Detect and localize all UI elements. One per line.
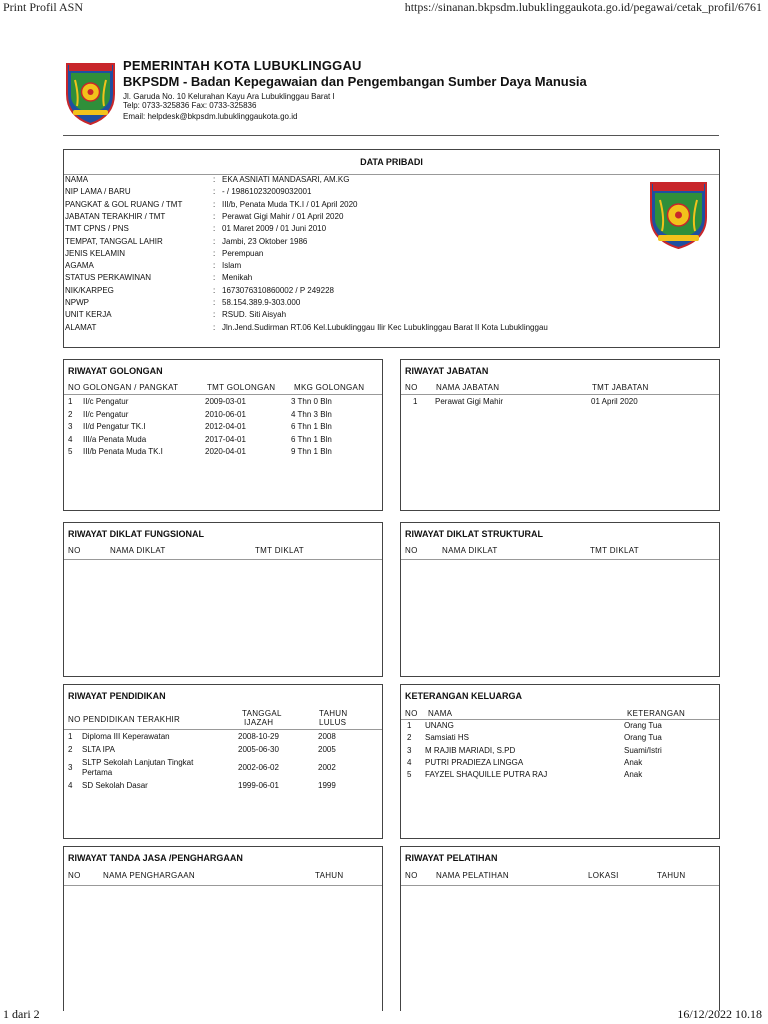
table-cell: 2005 [318, 745, 336, 754]
table-cell: 2 [407, 733, 412, 743]
field-value: 01 Maret 2009 / 01 Juni 2010 [222, 224, 327, 234]
table-cell: 6 Thn 1 Bln [291, 434, 332, 444]
col-header-ijazah: IJAZAH [244, 718, 274, 727]
table-cell: II/c Pengatur [83, 397, 129, 406]
city-emblem-photo [646, 175, 711, 250]
table-cell: 3 [68, 422, 73, 431]
riwayat-pelatihan-section [400, 846, 720, 1011]
print-datetime: 16/12/2022 10.18 [677, 1007, 762, 1021]
table-cell: 2008 [318, 732, 336, 741]
print-page-title: Print Profil ASN [3, 0, 84, 14]
table-cell: Pertama [82, 768, 113, 777]
col-header-tahun: TAHUN [319, 709, 348, 718]
city-emblem-logo [63, 56, 118, 126]
table-cell: 01 April 2020 [591, 397, 638, 406]
keterangan-keluarga-title: KETERANGAN KELUARGA [405, 691, 522, 701]
field-label: ALAMAT [65, 322, 97, 332]
colon-separator: : [213, 175, 216, 184]
table-cell: 3 Thn 0 Bln [291, 397, 332, 406]
table-cell: M RAJIB MARIADI, S.PD [425, 745, 516, 755]
table-cell: 2017-04-01 [205, 434, 246, 444]
table-cell: 2 [68, 409, 73, 419]
col-header-lulus: LULUS [319, 718, 347, 727]
table-cell: 3 [407, 745, 412, 755]
col-header-no: NO [68, 383, 81, 392]
field-label: NIK/KARPEG [65, 285, 114, 295]
table-cell: 4 Thn 3 Bln [291, 409, 332, 419]
field-value: Perawat Gigi Mahir / 01 April 2020 [222, 211, 344, 221]
riwayat-diklat-struktural-section [400, 522, 720, 677]
colon-separator: : [213, 199, 216, 209]
riwayat-pendidikan-title: RIWAYAT PENDIDIKAN [68, 691, 166, 701]
colon-separator: : [213, 298, 216, 307]
table-cell: III/b Penata Muda TK.I [83, 447, 163, 456]
header-divider [63, 135, 719, 136]
table-cell: Diploma III Keperawatan [82, 732, 170, 741]
agency-address: Jl. Garuda No. 10 Kelurahan Kayu Ara Lubuklinggau Barat I [123, 92, 335, 101]
field-value: III/b, Penata Muda TK.I / 01 April 2020 [222, 199, 358, 209]
col-header-no: NO [405, 709, 418, 718]
col-header-nama-diklat: NAMA DIKLAT [110, 546, 166, 555]
col-header-no: NO [68, 546, 81, 555]
table-cell: 1999-06-01 [238, 781, 279, 790]
riwayat-pelatihan-title: RIWAYAT PELATIHAN [405, 853, 498, 863]
field-value: 1673076310860002 / P 249228 [222, 285, 334, 295]
colon-separator: : [213, 322, 216, 332]
divider [64, 885, 382, 886]
riwayat-golongan-title: RIWAYAT GOLONGAN [68, 366, 163, 376]
table-cell: 4 [407, 757, 412, 767]
colon-separator: : [213, 224, 216, 234]
divider [401, 885, 719, 886]
col-header-nama: NAMA [428, 709, 453, 718]
table-cell: 4 [68, 781, 73, 790]
table-cell: 2008-10-29 [238, 732, 279, 741]
col-header-nama-penghargaan: NAMA PENGHARGAAN [103, 871, 195, 880]
colon-separator: : [213, 310, 216, 320]
col-header-nama-pelatihan: NAMA PELATIHAN [436, 871, 509, 880]
table-cell: Anak [624, 770, 643, 780]
divider [401, 719, 719, 720]
col-header-tmt-jabatan: TMT JABATAN [592, 383, 649, 392]
table-cell: 3 [68, 763, 73, 772]
table-cell: 5 [407, 770, 412, 780]
divider [64, 394, 382, 395]
colon-separator: : [213, 285, 216, 295]
table-cell: 2 [68, 745, 73, 754]
col-header-no: NO [68, 715, 81, 724]
col-header-nama-diklat: NAMA DIKLAT [442, 546, 498, 555]
agency-phone: Telp: 0733-325836 Fax: 0733-325836 [123, 101, 257, 110]
table-cell: 1 [407, 721, 412, 730]
col-header-mkg-golongan: MKG GOLONGAN [294, 383, 365, 392]
table-cell: 2010-06-01 [205, 409, 246, 419]
field-label: JENIS KELAMIN [65, 248, 126, 258]
table-cell: 1 [68, 397, 73, 406]
field-label: NAMA [65, 175, 89, 184]
table-cell: SLTA IPA [82, 745, 115, 754]
table-cell: Orang Tua [624, 733, 662, 743]
col-header-lokasi: LOKASI [588, 871, 619, 880]
col-header-tmt-golongan: TMT GOLONGAN [207, 383, 276, 392]
table-cell: 1 [68, 732, 73, 741]
col-header-tmt-diklat: TMT DIKLAT [590, 546, 639, 555]
table-cell: SLTP Sekolah Lanjutan Tingkat [82, 758, 194, 767]
col-header-no: NO [405, 546, 418, 555]
table-cell: SD Sekolah Dasar [82, 781, 148, 790]
table-cell: PUTRI PRADIEZA LINGGA [425, 757, 524, 767]
table-cell: 1 [413, 397, 418, 406]
colon-separator: : [213, 261, 216, 271]
col-header-tahun: TAHUN [657, 871, 686, 880]
riwayat-tanda-jasa-section [63, 846, 383, 1011]
table-cell: 2002-06-02 [238, 763, 279, 772]
field-value: RSUD. Siti Aisyah [222, 310, 287, 320]
divider [401, 394, 719, 395]
divider [401, 559, 719, 560]
col-header-no: NO [405, 383, 418, 392]
table-cell: II/d Pengatur TK.I [83, 422, 146, 431]
tanda-jasa-title: RIWAYAT TANDA JASA /PENGHARGAAN [68, 853, 243, 863]
table-cell: 2012-04-01 [205, 422, 246, 431]
col-header-tmt-diklat: TMT DIKLAT [255, 546, 304, 555]
riwayat-jabatan-section [400, 359, 720, 511]
colon-separator: : [213, 236, 216, 246]
field-label: NIP LAMA / BARU [65, 187, 131, 197]
field-label: TMT CPNS / PNS [65, 224, 129, 234]
table-cell: Anak [624, 757, 643, 767]
table-cell: Perawat Gigi Mahir [435, 397, 504, 406]
field-value: EKA ASNIATI MANDASARI, AM.KG [222, 175, 350, 184]
table-cell: Suami/Istri [624, 745, 662, 755]
field-label: STATUS PERKAWINAN [65, 273, 152, 283]
field-value: Perempuan [222, 248, 264, 258]
field-label: NPWP [65, 298, 89, 307]
col-header-no: NO [68, 871, 81, 880]
riwayat-diklat-fungsional-section [63, 522, 383, 677]
government-name: PEMERINTAH KOTA LUBUKLINGGAU [123, 58, 362, 73]
print-page-url: https://sinanan.bkpsdm.lubuklinggaukota.go.id/pegawai/cetak_profil/6761 [404, 0, 762, 14]
field-value: Jln.Jend.Sudirman RT.06 Kel.Lubuklinggau Ilir Kec Lubuklinggau Barat II Kota Lubuklinggau [222, 322, 548, 332]
table-cell: 2005-06-30 [238, 745, 279, 754]
table-cell: 2020-04-01 [205, 447, 246, 456]
diklat-fungsional-title: RIWAYAT DIKLAT FUNGSIONAL [68, 529, 205, 539]
table-cell: 4 [68, 434, 73, 444]
col-header-no: NO [405, 871, 418, 880]
field-value: 58.154.389.9-303.000 [222, 298, 301, 307]
print-page-number: 1 dari 2 [3, 1007, 40, 1021]
table-cell: 2009-03-01 [205, 397, 246, 406]
table-cell: III/a Penata Muda [83, 434, 147, 444]
table-cell: FAYZEL SHAQUILLE PUTRA RAJ [425, 770, 548, 780]
table-cell: II/c Pengatur [83, 409, 129, 419]
table-cell: UNANG [425, 721, 454, 730]
col-header-nama-jabatan: NAMA JABATAN [436, 383, 500, 392]
table-cell: 9 Thn 1 Bln [291, 447, 332, 456]
field-value: Menikah [222, 273, 253, 283]
col-header-tanggal: TANGGAL [242, 709, 282, 718]
colon-separator: : [213, 248, 216, 258]
field-value: Islam [222, 261, 242, 271]
agency-name: BKPSDM - Badan Kepegawaian dan Pengembangan Sumber Daya Manusia [123, 74, 587, 89]
col-header-golongan: GOLONGAN / PANGKAT [83, 383, 179, 392]
divider [64, 174, 719, 175]
data-pribadi-title: DATA PRIBADI [360, 157, 423, 167]
field-label: TEMPAT, TANGGAL LAHIR [65, 236, 163, 246]
table-cell: 1999 [318, 781, 336, 790]
table-cell: Orang Tua [624, 721, 662, 730]
divider [64, 559, 382, 560]
field-label: AGAMA [65, 261, 94, 271]
divider [64, 729, 382, 730]
field-label: PANGKAT & GOL RUANG / TMT [65, 199, 183, 209]
agency-email: Email: helpdesk@bkpsdm.lubuklinggaukota.go.id [123, 112, 298, 121]
colon-separator: : [213, 211, 216, 221]
field-label: UNIT KERJA [65, 310, 112, 320]
field-value: - / 198610232009032001 [222, 187, 312, 197]
col-header-pendidikan: PENDIDIKAN TERAKHIR [83, 715, 181, 724]
colon-separator: : [213, 273, 216, 283]
table-cell: 5 [68, 447, 73, 456]
diklat-struktural-title: RIWAYAT DIKLAT STRUKTURAL [405, 529, 543, 539]
riwayat-jabatan-title: RIWAYAT JABATAN [405, 366, 489, 376]
field-label: JABATAN TERAKHIR / TMT [65, 211, 166, 221]
col-header-keterangan: KETERANGAN [627, 709, 686, 718]
table-cell: 2002 [318, 763, 336, 772]
table-cell: Samsiati HS [425, 733, 470, 743]
table-cell: 6 Thn 1 Bln [291, 422, 332, 431]
field-value: Jambi, 23 Oktober 1986 [222, 236, 308, 246]
col-header-tahun: TAHUN [315, 871, 344, 880]
data-pribadi-section [63, 149, 720, 348]
colon-separator: : [213, 187, 216, 197]
